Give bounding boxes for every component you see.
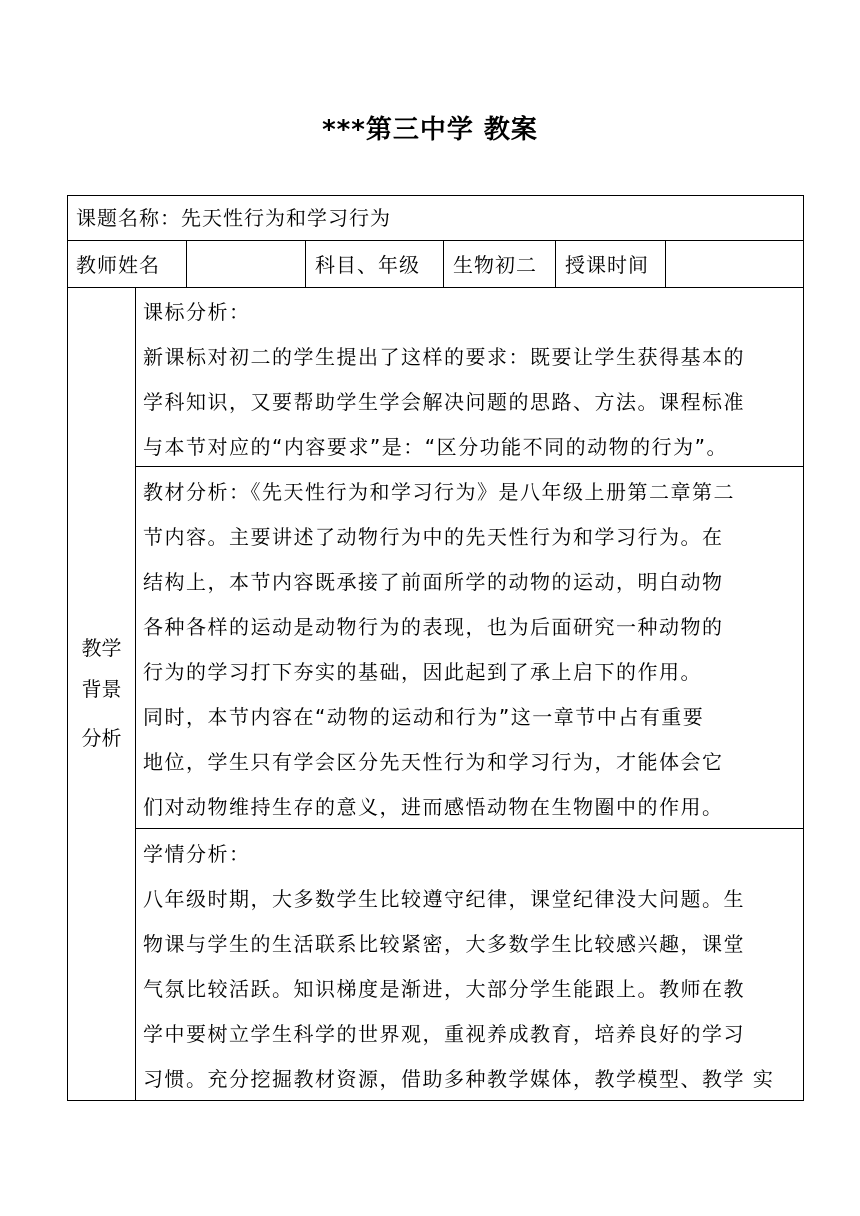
learners-heading: 学情分析： (143, 842, 251, 866)
row-divider-topic (67, 240, 804, 241)
col-divider-5 (665, 240, 666, 287)
textbook-line: 同时，本节内容在“动物的运动和行为”这一章节中占有重要 (143, 705, 705, 729)
textbook-line: 结构上，本节内容既承接了前面所学的动物的运动，明白动物 (143, 570, 724, 594)
side-label-teaching: 教学 (81, 636, 122, 660)
textbook-line: 行为的学习打下夯实的基础，因此起到了承上启下的作用。 (143, 660, 702, 684)
col-divider-4 (555, 240, 556, 287)
subject-grade-label: 科目、年级 (315, 253, 420, 277)
curriculum-heading: 课标分析： (143, 300, 251, 324)
curriculum-line: 与本节对应的“内容要求”是：“区分功能不同的动物的行为”。 (143, 435, 728, 459)
textbook-line: 教材分析：《先天性行为和学习行为》是八年级上册第二章第二 (143, 480, 735, 504)
learner-analysis (143, 832, 798, 1102)
learners-line: 习惯。充分挖掘教材资源，借助多种教学媒体，教学模型、教学 实 (143, 1067, 775, 1091)
side-column-divider (135, 287, 136, 1101)
learners-line: 学中要树立学生科学的世界观，重视养成教育，培养良好的学习 (143, 1022, 745, 1046)
col-divider-3 (443, 240, 444, 287)
curriculum-analysis (143, 290, 798, 470)
learners-line: 八年级时期，大多数学生比较遵守纪律，课堂纪律没大问题。生 (143, 887, 745, 911)
col-divider-2 (305, 240, 306, 287)
learners-line: 气氛比较活跃。知识梯度是渐进，大部分学生能跟上。教师在教 (143, 977, 745, 1001)
teacher-name-label: 教师姓名 (76, 253, 160, 277)
subject-grade-value: 生物初二 (453, 253, 537, 277)
textbook-analysis (143, 470, 798, 830)
side-label-analysis: 分析 (81, 726, 122, 750)
textbook-line: 们对动物维持生存的意义，进而感悟动物在生物圈中的作用。 (143, 795, 724, 819)
topic-label: 课题名称：先天性行为和学习行为 (76, 206, 391, 230)
learners-line: 物课与学生的生活联系比较紧密，大多数学生比较感兴趣，课堂 (143, 932, 745, 956)
class-time-label: 授课时间 (565, 253, 649, 277)
curriculum-line: 学科知识，又要帮助学生学会解决问题的思路、方法。课程标准 (143, 390, 745, 414)
textbook-line: 各种各样的运动是动物行为的表现，也为后面研究一种动物的 (143, 615, 724, 639)
textbook-line: 地位，学生只有学会区分先天性行为和学习行为，才能体会它 (143, 750, 724, 774)
page-title: ***第三中学 教案 (322, 115, 538, 145)
row-divider-teacher (67, 287, 804, 288)
side-label-background: 背景 (81, 677, 122, 701)
textbook-line: 节内容。主要讲述了动物行为中的先天性行为和学习行为。在 (143, 525, 724, 549)
curriculum-line: 新课标对初二的学生提出了这样的要求：既要让学生获得基本的 (143, 345, 745, 369)
col-divider-1 (186, 240, 187, 287)
